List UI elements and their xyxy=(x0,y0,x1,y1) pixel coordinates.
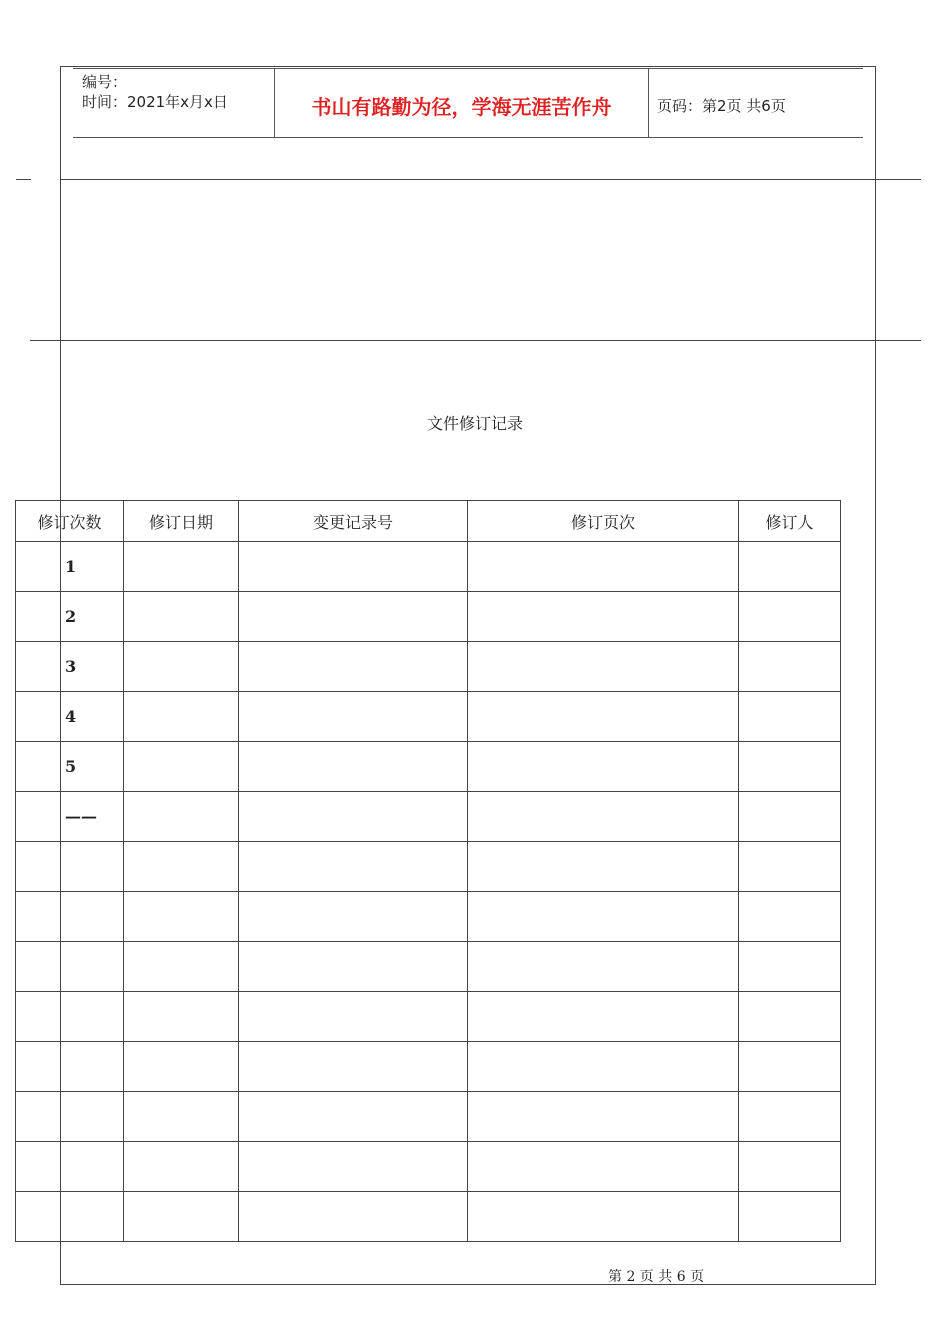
revision-table xyxy=(15,500,841,1242)
header-page-cell xyxy=(649,69,863,137)
table-cell xyxy=(239,992,468,1042)
table-header-row xyxy=(16,501,841,542)
table-cell xyxy=(124,1192,239,1242)
table-cell xyxy=(16,892,124,942)
column-header: 修订日期 xyxy=(124,501,239,542)
table-row xyxy=(16,592,841,642)
table-row xyxy=(16,992,841,1042)
table-row xyxy=(16,792,841,842)
header-motto: 书山有路勤为径，学海无涯苦作舟 xyxy=(311,95,612,119)
table-cell xyxy=(124,942,239,992)
table-cell: 3 xyxy=(16,642,124,692)
table-cell xyxy=(16,1142,124,1192)
table-cell: 1 xyxy=(16,542,124,592)
table-cell xyxy=(124,692,239,742)
table-cell xyxy=(739,942,841,992)
table-cell xyxy=(16,1192,124,1242)
table-cell xyxy=(239,592,468,642)
table-cell xyxy=(468,842,739,892)
table-cell: 2 xyxy=(16,592,124,642)
table-row xyxy=(16,892,841,942)
header-page-info: 页码：第2页 共6页 xyxy=(657,97,786,115)
table-cell xyxy=(16,842,124,892)
table-cell xyxy=(239,1042,468,1092)
divider-1 xyxy=(60,179,921,180)
table-cell xyxy=(239,742,468,792)
table-cell xyxy=(124,742,239,792)
table-cell: 5 xyxy=(16,742,124,792)
table-cell xyxy=(124,592,239,642)
table-row xyxy=(16,692,841,742)
table-row xyxy=(16,542,841,592)
table-cell xyxy=(468,1042,739,1092)
table-cell xyxy=(239,1142,468,1192)
table-row xyxy=(16,1142,841,1192)
table-row xyxy=(16,1042,841,1092)
table-cell xyxy=(468,1192,739,1242)
table-cell xyxy=(739,792,841,842)
table-cell xyxy=(468,592,739,642)
table-cell xyxy=(468,892,739,942)
divider-2 xyxy=(30,340,921,341)
document-header xyxy=(73,68,863,138)
table-cell xyxy=(468,742,739,792)
table-cell xyxy=(739,692,841,742)
table-cell xyxy=(468,692,739,742)
table-row xyxy=(16,742,841,792)
table-row xyxy=(16,642,841,692)
table-cell xyxy=(739,592,841,642)
table-cell xyxy=(468,642,739,692)
table-cell xyxy=(739,892,841,942)
table-cell xyxy=(124,992,239,1042)
table-cell xyxy=(468,792,739,842)
table-cell xyxy=(739,992,841,1042)
column-header: 修订人 xyxy=(739,501,841,542)
table-cell xyxy=(16,1042,124,1092)
table-cell xyxy=(739,842,841,892)
table-cell xyxy=(739,742,841,792)
table-cell xyxy=(468,992,739,1042)
column-header: 修订页次 xyxy=(468,501,739,542)
table-cell xyxy=(239,892,468,942)
table-cell xyxy=(124,842,239,892)
divider-short xyxy=(16,179,31,180)
header-motto-cell xyxy=(275,69,649,137)
table-cell xyxy=(239,942,468,992)
table-cell xyxy=(239,1192,468,1242)
table-row xyxy=(16,1192,841,1242)
table-cell: —— xyxy=(16,792,124,842)
table-cell xyxy=(16,942,124,992)
table-cell xyxy=(239,792,468,842)
table-cell xyxy=(468,942,739,992)
table-cell xyxy=(16,992,124,1042)
table-cell xyxy=(239,642,468,692)
table-cell xyxy=(124,792,239,842)
table-row xyxy=(16,942,841,992)
table-cell xyxy=(124,1092,239,1142)
table-cell xyxy=(739,1192,841,1242)
header-info-cell xyxy=(73,69,275,137)
table-cell xyxy=(16,1092,124,1142)
table-cell xyxy=(468,1142,739,1192)
table-cell xyxy=(739,1092,841,1142)
table-cell xyxy=(124,542,239,592)
table-row xyxy=(16,1092,841,1142)
table-cell xyxy=(239,542,468,592)
page-title: 文件修订记录 xyxy=(426,414,523,433)
table-cell xyxy=(239,692,468,742)
table-cell xyxy=(468,542,739,592)
document-time-label: 时间：2021年x月x日 xyxy=(82,93,228,111)
table-cell xyxy=(124,1142,239,1192)
table-cell xyxy=(468,1092,739,1142)
table-cell xyxy=(239,1092,468,1142)
table-cell xyxy=(124,892,239,942)
column-header: 变更记录号 xyxy=(239,501,468,542)
table-cell xyxy=(739,1142,841,1192)
table-cell xyxy=(739,542,841,592)
table-cell: 4 xyxy=(16,692,124,742)
table-cell xyxy=(239,842,468,892)
document-number-label: 编号： xyxy=(82,73,128,91)
table-cell xyxy=(124,642,239,692)
table-cell xyxy=(124,1042,239,1092)
table-cell xyxy=(739,1042,841,1092)
table-row xyxy=(16,842,841,892)
column-header: 修订次数 xyxy=(16,501,124,542)
page-footer: 第 2 页 共 6 页 xyxy=(608,1269,705,1285)
table-cell xyxy=(739,642,841,692)
